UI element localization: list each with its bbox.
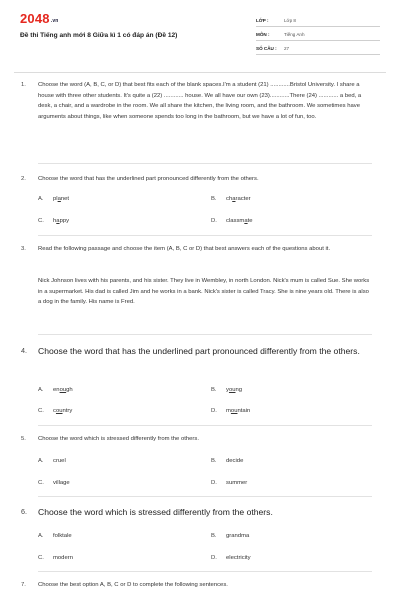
exam-title: Đề thi Tiếng anh mới 8 Giữa kì 1 có đáp án (Đề 12) (20, 32, 178, 39)
option-letter: A. (38, 533, 44, 539)
question-text: Choose the word (A, B, C, or D) that best fits each of the blank spaces.I'm a student (21) ............Bristol University. I share a house with three other students. It's quite a (22) ............ house. We all have our own (23)............There (24) ............ a bed, a desk, a chair, and a wardrobe in the room. We all share the kitchen, the living room, and the bathroom. We sometimes have arguments about things, like when someone spends too long in the bathroom, but we have a lot of fun, too. (38, 82, 362, 120)
option-letter: C. (38, 480, 44, 486)
question-text: Choose the word which is stressed differently from the others. (38, 507, 273, 517)
option-text: net (60, 196, 70, 202)
option-text: y (226, 387, 229, 393)
question-number: 1. (21, 82, 26, 88)
question-number: 5. (21, 436, 26, 442)
page-header (0, 0, 400, 68)
question-divider (38, 334, 372, 335)
meta-label: LỚP : (256, 18, 269, 23)
option-text: ntry (62, 408, 73, 414)
option-text: village (53, 480, 70, 486)
option-a[interactable] (38, 533, 72, 539)
option-letter: C. (38, 408, 44, 414)
option-text: modern (53, 555, 73, 561)
option-letter: C. (38, 218, 44, 224)
option-text: te (247, 218, 253, 224)
option-b[interactable] (211, 196, 251, 202)
option-c[interactable] (38, 408, 72, 414)
option-text: m (226, 408, 231, 414)
option-letter: D. (211, 408, 217, 414)
option-text: cruel (53, 458, 66, 464)
option-text: en (53, 387, 60, 393)
underlined-part: a (56, 218, 60, 224)
option-c[interactable] (38, 555, 73, 561)
underlined-part: a (57, 196, 61, 202)
option-a[interactable] (38, 387, 73, 393)
header-divider (14, 72, 386, 73)
underlined-part: a (244, 218, 248, 224)
option-letter: B. (211, 533, 217, 539)
option-letter: B. (211, 196, 217, 202)
site-logo[interactable] (20, 11, 59, 26)
question-divider (38, 571, 372, 572)
meta-value: Lớp 8 (284, 18, 296, 23)
option-text: ppy (59, 218, 70, 224)
option-d[interactable] (211, 480, 247, 486)
meta-label: MÔN : (256, 32, 270, 37)
option-letter: D. (211, 555, 217, 561)
meta-question-count (256, 41, 380, 55)
underlined-part: ou (230, 408, 238, 414)
question-text: Read the following passage and choose the item (A, B, C or D) that best answers each of the questions about it. (38, 246, 331, 252)
underlined-part: ou (59, 387, 67, 393)
option-text: ntain (237, 408, 251, 414)
option-text: summer (226, 480, 248, 486)
option-b[interactable] (211, 387, 242, 393)
question-text: Choose the best option A, B, C or D to complete the following sentences. (38, 582, 228, 588)
option-text: c (53, 408, 56, 414)
question-text: Choose the word which is stressed differently from the others. (38, 436, 199, 442)
option-d[interactable] (211, 408, 250, 414)
question-number: 6. (21, 507, 27, 516)
question-divider (38, 163, 372, 164)
reading-passage: Nick Johnson lives with his parents, and his sister. They live in Wembley, in north London. Nick's mum is called Sue. She works in a supermarket. His dad is called Jim and he works in a bank. Nick's sister is called Tracy. She is nine years old. There is also a dog in the family. His name is Fred. (38, 278, 370, 306)
question-text: Choose the word that has the underlined part pronounced differently from the others. (38, 346, 360, 356)
underlined-part: ou (55, 408, 63, 414)
underlined-part: ou (228, 387, 236, 393)
underlined-part: a (232, 196, 236, 202)
meta-value: Tiếng Anh (284, 32, 305, 37)
option-d[interactable] (211, 555, 251, 561)
option-text: gh (66, 387, 73, 393)
option-letter: D. (211, 480, 217, 486)
option-d[interactable] (211, 218, 253, 224)
logo-suffix: .vn (50, 18, 59, 24)
option-a[interactable] (38, 196, 69, 202)
option-letter: A. (38, 387, 44, 393)
meta-class (256, 13, 380, 27)
option-text: grandma (226, 533, 250, 539)
question-number: 2. (21, 176, 26, 182)
meta-label: SỐ CÂU : (256, 46, 277, 51)
option-letter: B. (211, 458, 217, 464)
meta-value: 27 (284, 46, 290, 51)
option-text: ch (226, 196, 233, 202)
option-text: folktale (53, 533, 72, 539)
option-a[interactable] (38, 458, 66, 464)
option-letter: A. (38, 196, 44, 202)
option-c[interactable] (38, 480, 70, 486)
option-letter: A. (38, 458, 44, 464)
logo-text: 2048 (20, 11, 50, 26)
option-c[interactable] (38, 218, 69, 224)
option-text: decide (226, 458, 244, 464)
question-number: 4. (21, 346, 27, 355)
question-number: 3. (21, 246, 26, 252)
question-divider (38, 425, 372, 426)
option-text: h (53, 218, 57, 224)
option-text: electricity (226, 555, 251, 561)
question-divider (38, 496, 372, 497)
option-letter: B. (211, 387, 217, 393)
option-letter: D. (211, 218, 217, 224)
option-text: ng (235, 387, 243, 393)
option-text: classm (226, 218, 245, 224)
option-b[interactable] (211, 458, 243, 464)
option-text: racter (235, 196, 251, 202)
question-divider (38, 235, 372, 236)
question-number: 7. (21, 582, 26, 588)
meta-subject (256, 27, 380, 41)
option-letter: C. (38, 555, 44, 561)
option-b[interactable] (211, 533, 249, 539)
question-text: Choose the word that has the underlined part pronounced differently from the others. (38, 176, 259, 182)
option-text: pl (53, 196, 58, 202)
